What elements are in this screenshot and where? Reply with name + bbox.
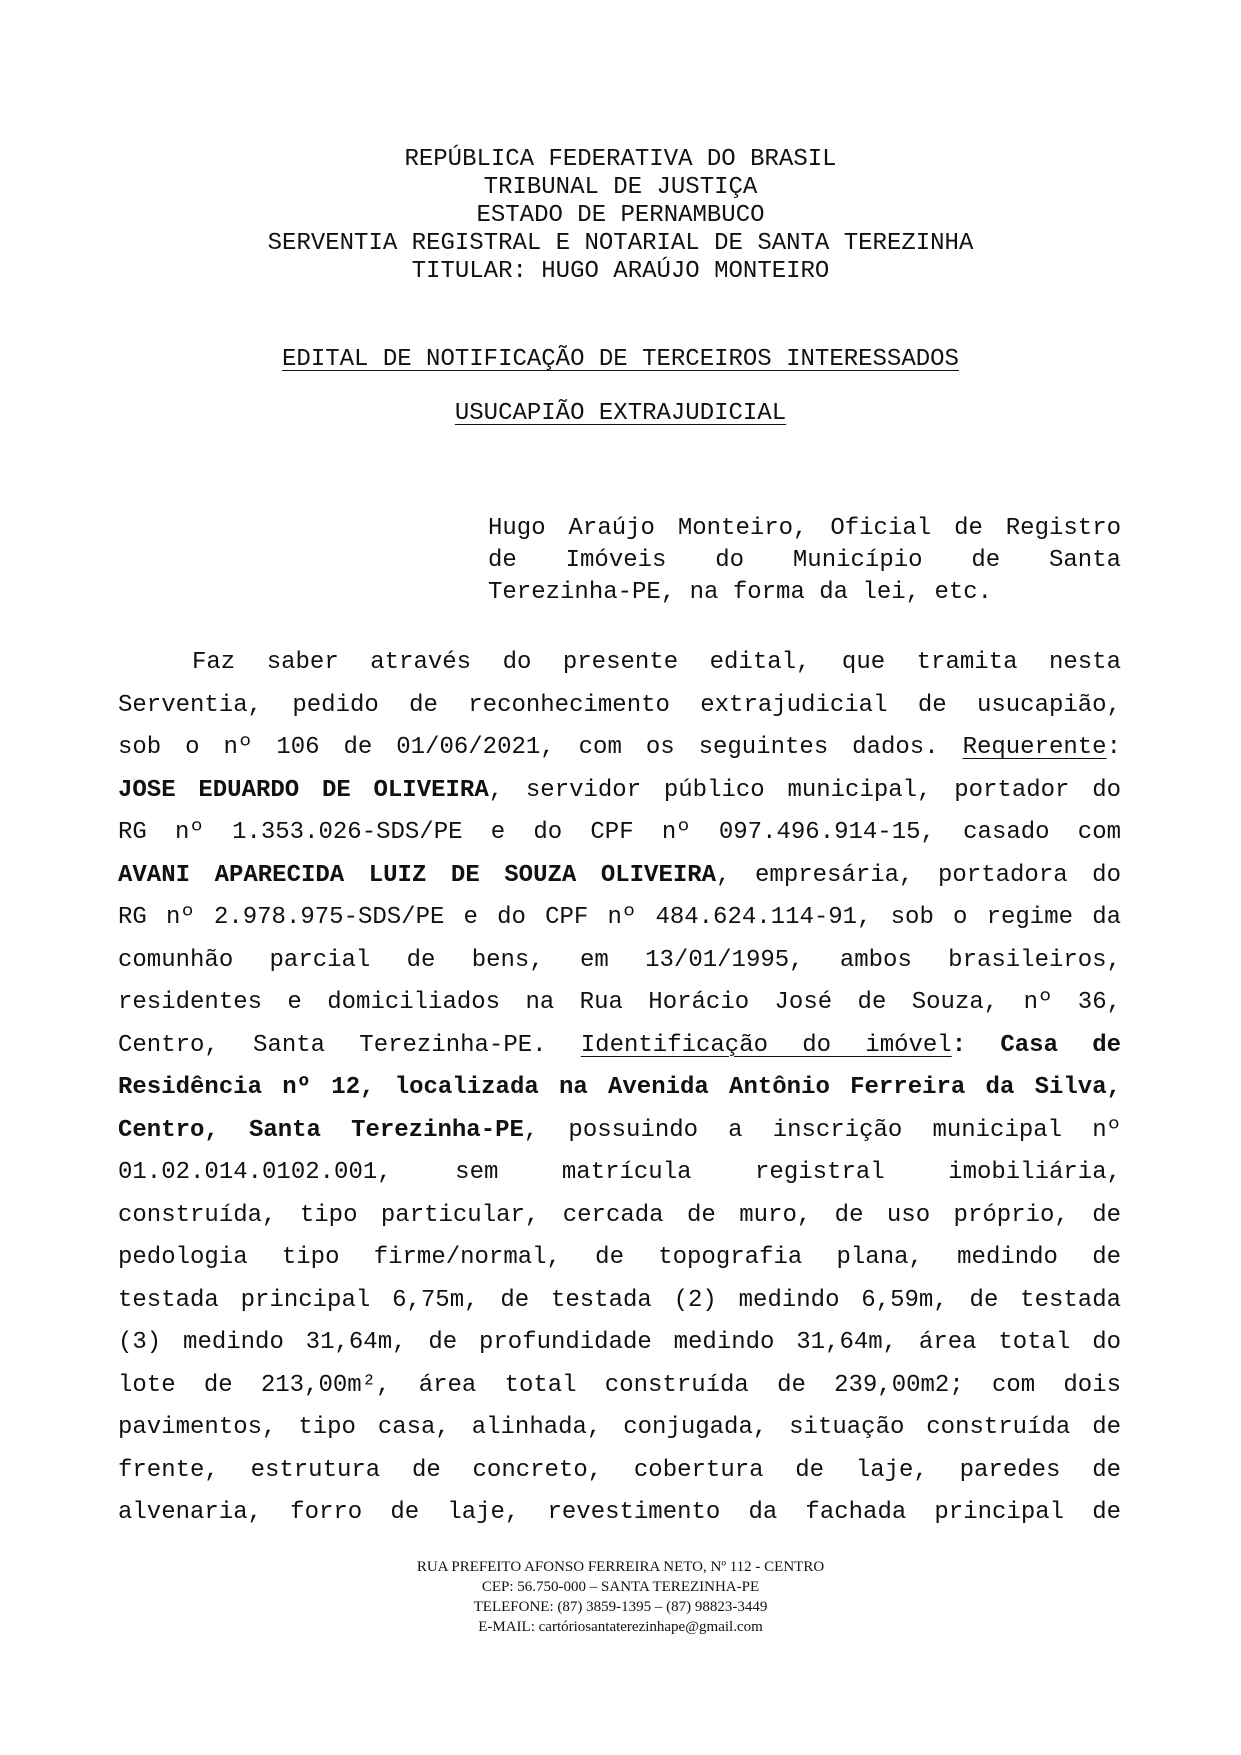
body-line: frente, estrutura de concreto, cobertura de laje, paredes de [118, 1456, 1121, 1484]
header-state: ESTADO DE PERNAMBUCO [476, 202, 765, 229]
preamble-line: Terezinha-PE, na forma da lei, etc. [488, 579, 993, 606]
preamble [488, 513, 1121, 609]
body-line: lote de 213,00m², área total construída de 239,00m2; com dois [118, 1371, 1121, 1399]
body-line: residentes e domiciliados na Rua Horácio José de Souza, nº 36, [118, 989, 1121, 1016]
edict-title-text: EDITAL DE NOTIFICAÇÃO DE TERCEIROS INTERESSADOS [282, 346, 959, 373]
body-line: construída, tipo particular, cercada de muro, de uso próprio, de [118, 1201, 1121, 1229]
footer-email: E-MAIL: cartóriosantaterezinhape@gmail.com [478, 1619, 763, 1635]
body-text: Centro, Santa Terezinha-PE. [118, 1031, 581, 1059]
body-line [118, 770, 1121, 813]
footer-cep: CEP: 56.750-000 – SANTA TEREZINHA-PE [481, 1579, 760, 1595]
body-text: , empresária, portadora do [716, 861, 1121, 889]
header-registry-office: SERVENTIA REGISTRAL E NOTARIAL DE SANTA TEREZINHA [267, 230, 974, 257]
property-description: : Casa de [951, 1031, 1122, 1059]
body-text: , possuindo a inscrição municipal nº [523, 1116, 1121, 1144]
body-line: comunhão parcial de bens, em 13/01/1995, ambos brasileiros, [118, 946, 1121, 974]
preamble-line: Hugo Araújo Monteiro, Oficial de Registro [488, 515, 1121, 542]
body-line: RG nº 1.353.026-SDS/PE e do CPF nº 097.496.914-15, casado com [118, 819, 1121, 846]
body-line [118, 727, 1121, 770]
preamble-line: de Imóveis do Município de Santa [488, 547, 1121, 574]
page-footer [0, 1557, 1241, 1637]
footer-address: RUA PREFEITO AFONSO FERREIRA NETO, Nº 112 - CENTRO [416, 1559, 825, 1575]
body-line: testada principal 6,75m, de testada (2) medindo 6,59m, de testada [118, 1286, 1121, 1314]
edict-subtitle-text: USUCAPIÃO EXTRAJUDICIAL [454, 400, 787, 427]
body-line: alvenaria, forro de laje, revestimento da fachada principal de [118, 1499, 1121, 1526]
body-line: RG nº 2.978.975-SDS/PE e do CPF nº 484.624.114-91, sob o regime da [118, 904, 1121, 931]
body-line [118, 1025, 1121, 1068]
edict-body [118, 642, 1121, 1535]
body-line: (3) medindo 31,64m, de profundidade medindo 31,64m, área total do [118, 1329, 1121, 1356]
body-text: sob o nº 106 de 01/06/2021, com os seguintes dados. [118, 734, 963, 761]
applicant-label: Requerente [962, 734, 1107, 761]
body-line: Faz saber através do presente edital, que tramita nesta [192, 649, 1121, 676]
header-republic: REPÚBLICA FEDERATIVA DO BRASIL [404, 146, 837, 173]
body-line [118, 855, 1121, 898]
footer-phone: TELEFONE: (87) 3859-1395 – (87) 98823-3449 [473, 1599, 768, 1615]
property-id-label: Identificação do imóvel [580, 1031, 952, 1059]
edict-title [0, 346, 1241, 373]
header-titular: TITULAR: HUGO ARAÚJO MONTEIRO [411, 258, 830, 285]
body-line: 01.02.014.0102.001, sem matrícula registral imobiliária, [118, 1159, 1121, 1186]
body-text: , servidor público municipal, portador do [488, 776, 1122, 804]
body-line: Residência nº 12, localizada na Avenida Antônio Ferreira da Silva, [118, 1074, 1121, 1101]
body-line [118, 1110, 1121, 1153]
body-line: pavimentos, tipo casa, alinhada, conjugada, situação construída de [118, 1414, 1121, 1441]
body-line: Serventia, pedido de reconhecimento extrajudicial de usucapião, [118, 691, 1121, 719]
body-text: : [1106, 734, 1121, 761]
letterhead [0, 146, 1241, 286]
applicant-name: JOSE EDUARDO DE OLIVEIRA [118, 776, 489, 804]
spouse-name: AVANI APARECIDA LUIZ DE SOUZA OLIVEIRA [118, 861, 717, 889]
header-court: TRIBUNAL DE JUSTIÇA [483, 174, 758, 201]
body-line: pedologia tipo firme/normal, de topografia plana, medindo de [118, 1244, 1121, 1271]
edict-subtitle [0, 400, 1241, 427]
property-location: Centro, Santa Terezinha-PE [118, 1116, 524, 1144]
